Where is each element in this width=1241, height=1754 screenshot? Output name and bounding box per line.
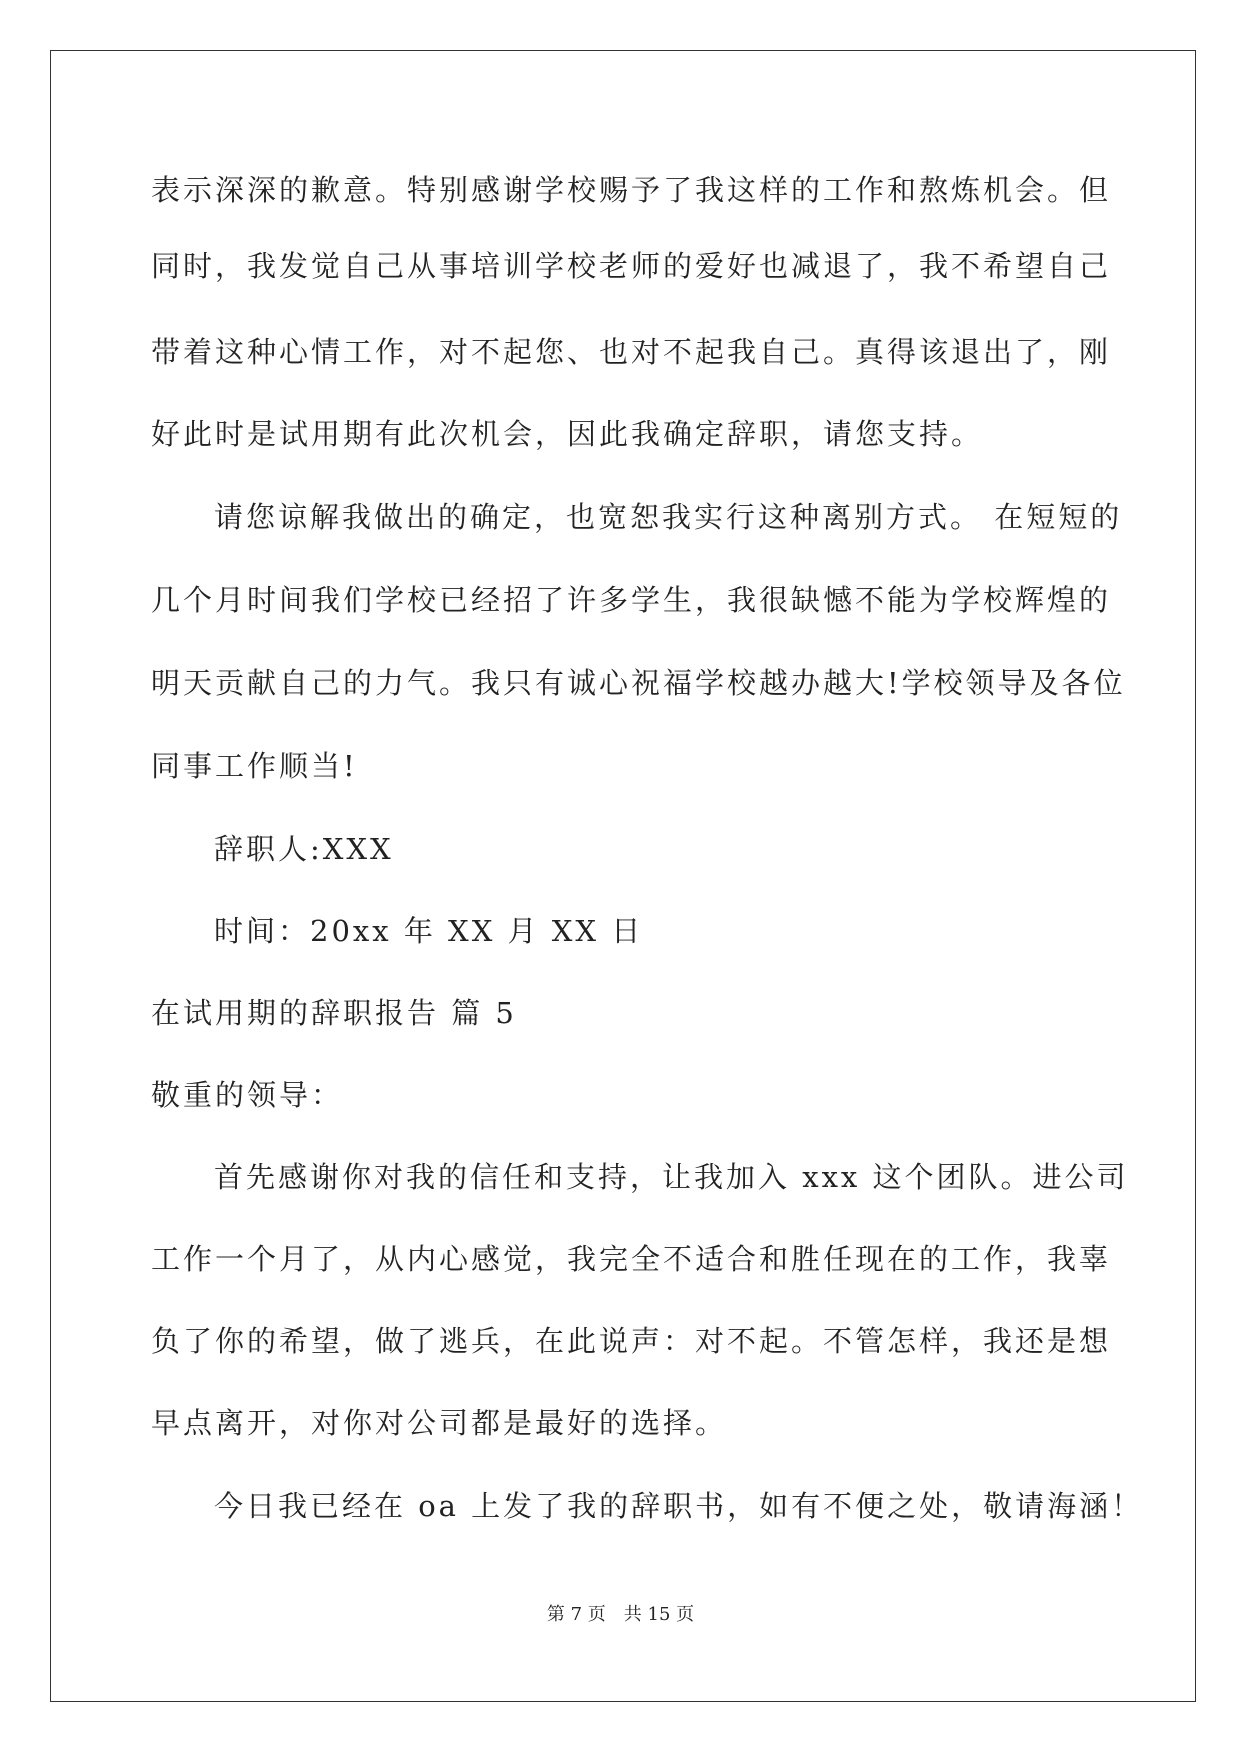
text-line-15: 负了你的希望，做了逃兵，在此说声：对不起。不管怎样，我还是想 [151,1324,1112,1358]
paragraph-start-line: 请您谅解我做出的确定，也宽恕我实行这种离别方式。 在短短的 [214,500,1123,534]
date-line: 时间：20xx 年 XX 月 XX 日 [214,914,644,948]
page-number-footer: 第 7 页 共 15 页 [546,1604,695,1625]
salutation: 敬重的领导： [151,1078,344,1112]
text-line-1: 表示深深的歉意。特别感谢学校赐予了我这样的工作和熬炼机会。但 [151,173,1112,207]
text-line-6: 几个月时间我们学校已经招了许多学生，我很缺憾不能为学校辉煌的 [151,583,1112,617]
text-line-8: 同事工作顺当! [151,749,358,783]
paragraph-start-line: 首先感谢你对我的信任和支持，让我加入 xxx 这个团队。进公司 [214,1160,1129,1194]
section-heading: 在试用期的辞职报告 篇 5 [151,996,517,1030]
text-line-4: 好此时是试用期有此次机会，因此我确定辞职，请您支持。 [151,417,984,451]
text-line-3: 带着这种心情工作，对不起您、也对不起我自己。真得该退出了，刚 [151,335,1112,369]
paragraph-start-line: 今日我已经在 oa 上发了我的辞职书，如有不便之处，敬请海涵！ [214,1489,1144,1523]
text-line-7: 明天贡献自己的力气。我只有诚心祝福学校越办越大!学校领导及各位 [151,666,1126,700]
text-line-16: 早点离开，对你对公司都是最好的选择。 [151,1406,728,1440]
page-border [50,50,1196,1702]
signature-line: 辞职人:XXX [214,832,394,866]
text-line-14: 工作一个月了，从内心感觉，我完全不适合和胜任现在的工作，我辜 [151,1242,1112,1276]
text-line-2: 同时，我发觉自己从事培训学校老师的爱好也减退了，我不希望自己 [151,249,1112,283]
